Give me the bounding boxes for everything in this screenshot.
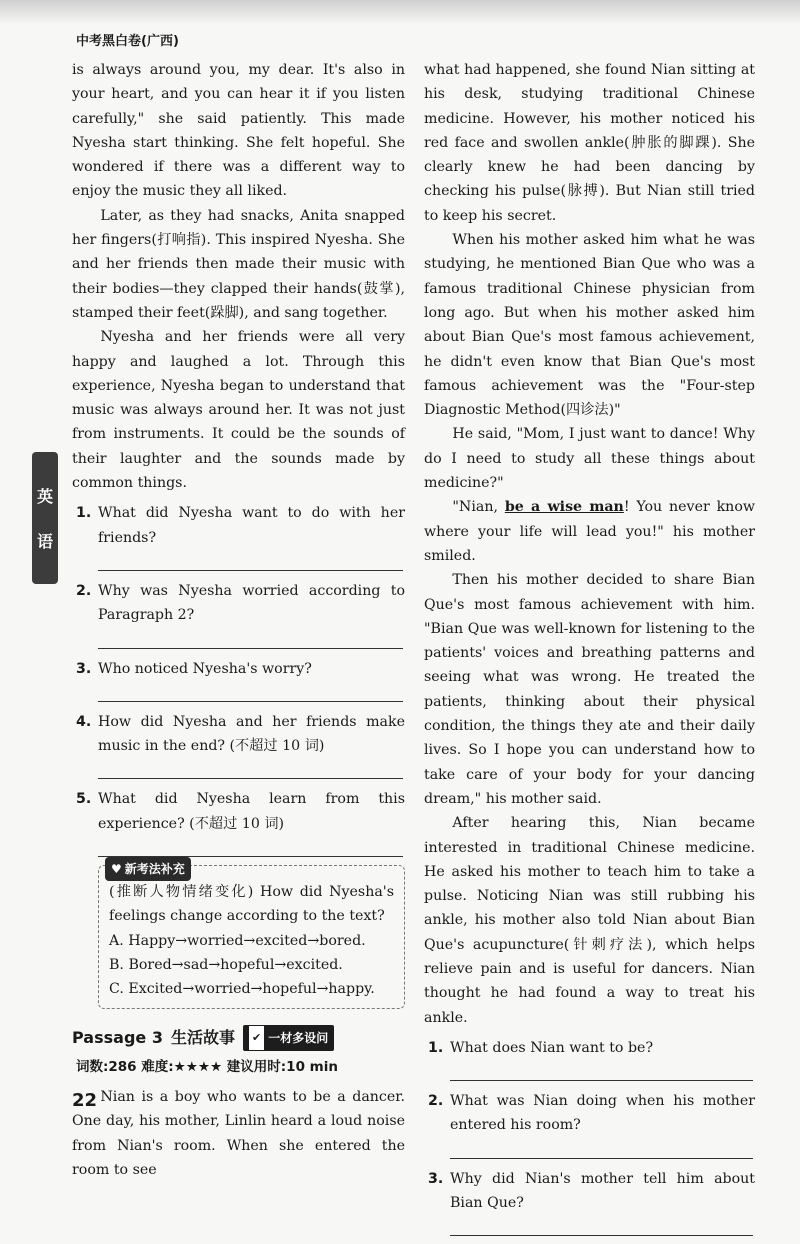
question-number: 2. bbox=[76, 582, 92, 599]
side-tab-char: 英 bbox=[36, 487, 53, 506]
passage-tag: ✔ 一材多设问 bbox=[243, 1025, 334, 1051]
answer-line[interactable] bbox=[450, 1215, 753, 1236]
option[interactable]: C. Excited→worried→hopeful→happy. bbox=[109, 981, 375, 998]
paragraph: Later, as they had snacks, Anita snapped her fingers(打响指). This inspired Nyesha. She and her friends then made their music with their bodies—they clapped their hands(鼓掌), stamped their feet(跺脚), and sang together. bbox=[72, 207, 405, 321]
question bbox=[72, 501, 405, 550]
check-icon: ✔ bbox=[249, 1026, 264, 1050]
answer-line[interactable] bbox=[450, 1138, 753, 1159]
question-text: Why was Nyesha worried according to Paragraph 2? bbox=[98, 582, 405, 624]
heart-icon: ♥ bbox=[111, 862, 122, 877]
paragraph: He said, "Mom, I just want to dance! Why do I need to study all these things about medicine?" bbox=[424, 426, 755, 492]
paragraph: Nian is a boy who wants to be a dancer. One day, his mother, Linlin heard a loud noise from Nian's room. When she entered the room to see bbox=[72, 1089, 405, 1178]
paragraph: After hearing this, Nian became interested in traditional Chinese medicine. He asked his mother to teach him to take a pulse. Noticing Nian was still rubbing his ankle, his mother also told Nian about Bian Que's acupuncture(针刺疗法), which helps relieve pain and is useful for dancers. Nian thought he had found a way to treat his ankle. bbox=[424, 815, 755, 1026]
question-number: 2. bbox=[428, 1093, 444, 1110]
answer-line[interactable] bbox=[98, 550, 403, 571]
answer-line[interactable] bbox=[98, 836, 403, 857]
question-text: What does Nian want to be? bbox=[450, 1039, 654, 1056]
left-column bbox=[72, 58, 405, 1182]
passage-label: Passage 3 bbox=[72, 1027, 163, 1047]
question-text: How did Nyesha and her friends make music in the end? (不超过 10 词) bbox=[98, 713, 405, 755]
question-number: 3. bbox=[428, 1170, 444, 1187]
paragraph: Then his mother decided to share Bian Que's most famous achievement with him. "Bian Que was well-known for listening to the patients' voices and breathing patterns and seeing what was wrong. He treated the patients, thinking about their physical condition, the things they ate and their daily lives. So I hope you can understand how to take care of your body for your dancing dream," his mother said. bbox=[424, 572, 755, 807]
answer-line[interactable] bbox=[98, 758, 403, 779]
paragraph: is always around you, my dear. It's also in your heart, and you can hear it if you listen carefully," she said patiently. This made Nyesha start thinking. She felt hopeful. She wondered if there was a different way to enjoy the music they all liked. bbox=[72, 62, 405, 200]
paragraph: what had happened, she found Nian sitting at his desk, studying traditional Chinese medicine. However, his mother noticed his red face and swollen ankle(肿胀的脚踝). She clearly knew he had been dancing by checking his pulse(脉搏). But Nian still tried to keep his secret. bbox=[424, 62, 755, 224]
subject-side-tab bbox=[32, 452, 58, 584]
question-number: 5. bbox=[76, 791, 92, 808]
book-title: 中考黑白卷(广西) bbox=[76, 34, 179, 49]
question bbox=[424, 1036, 755, 1060]
paragraph: When his mother asked him what he was studying, he mentioned Bian Que who was a famous traditional Chinese physician from long ago. But when his mother asked him about Bian Que's most famous achievement, he didn't even know that Bian Que's most famous achievement was the "Four-step Diagnostic Method(四诊法)" bbox=[424, 232, 755, 419]
question bbox=[72, 579, 405, 628]
passage-category: 生活故事 bbox=[170, 1027, 235, 1047]
answer-line[interactable] bbox=[98, 628, 403, 649]
question-text: What did Nyesha want to do with her friends? bbox=[98, 505, 405, 546]
passage-meta: 词数:286 难度:★★★★ 建议用时:10 min bbox=[76, 1058, 338, 1075]
question bbox=[72, 710, 405, 759]
question-number: 1. bbox=[76, 505, 92, 522]
question-text: What did Nyesha learn from this experience? (不超过 10 词) bbox=[98, 791, 405, 832]
paragraph: "Nian, be a wise man! You never know where your life will lead you!" his mother smiled. bbox=[424, 499, 755, 564]
question bbox=[424, 1089, 755, 1138]
question-number: 1. bbox=[428, 1039, 444, 1056]
question bbox=[424, 1167, 755, 1216]
option[interactable]: A. Happy→worried→excited→bored. bbox=[109, 932, 366, 949]
side-tab-char: 语 bbox=[36, 532, 53, 551]
right-column bbox=[424, 58, 755, 1244]
paragraph: Nyesha and her friends were all very happy and laughed a lot. Through this experience, Nyesha began to understand that music was always around her. It was not just from instruments. It could be the sounds of their laughter and the sounds made by common things. bbox=[72, 329, 405, 492]
emphasized-phrase: be a wise man bbox=[504, 499, 624, 516]
question-text: Why did Nian's mother tell him about Bian Que? bbox=[450, 1170, 755, 1212]
scan-top-shadow bbox=[0, 0, 800, 24]
answer-line[interactable] bbox=[98, 681, 403, 702]
question-text: What was Nian doing when his mother entered his room? bbox=[450, 1093, 755, 1134]
answer-line[interactable] bbox=[450, 1060, 753, 1081]
supplement-box bbox=[98, 862, 405, 1008]
question-number: 4. bbox=[76, 713, 92, 730]
passage-header bbox=[72, 1025, 405, 1051]
question bbox=[72, 657, 405, 681]
page-number: 22 bbox=[72, 1090, 98, 1111]
option[interactable]: B. Bored→sad→hopeful→excited. bbox=[109, 956, 343, 973]
question bbox=[72, 787, 405, 836]
question-number: 3. bbox=[76, 660, 92, 677]
question-text: Who noticed Nyesha's worry? bbox=[98, 660, 312, 677]
supplement-question: (推断人物情绪变化) How did Nyesha's feelings change according to the text? bbox=[109, 884, 394, 925]
supplement-title: ♥ 新考法补充 bbox=[105, 857, 191, 881]
